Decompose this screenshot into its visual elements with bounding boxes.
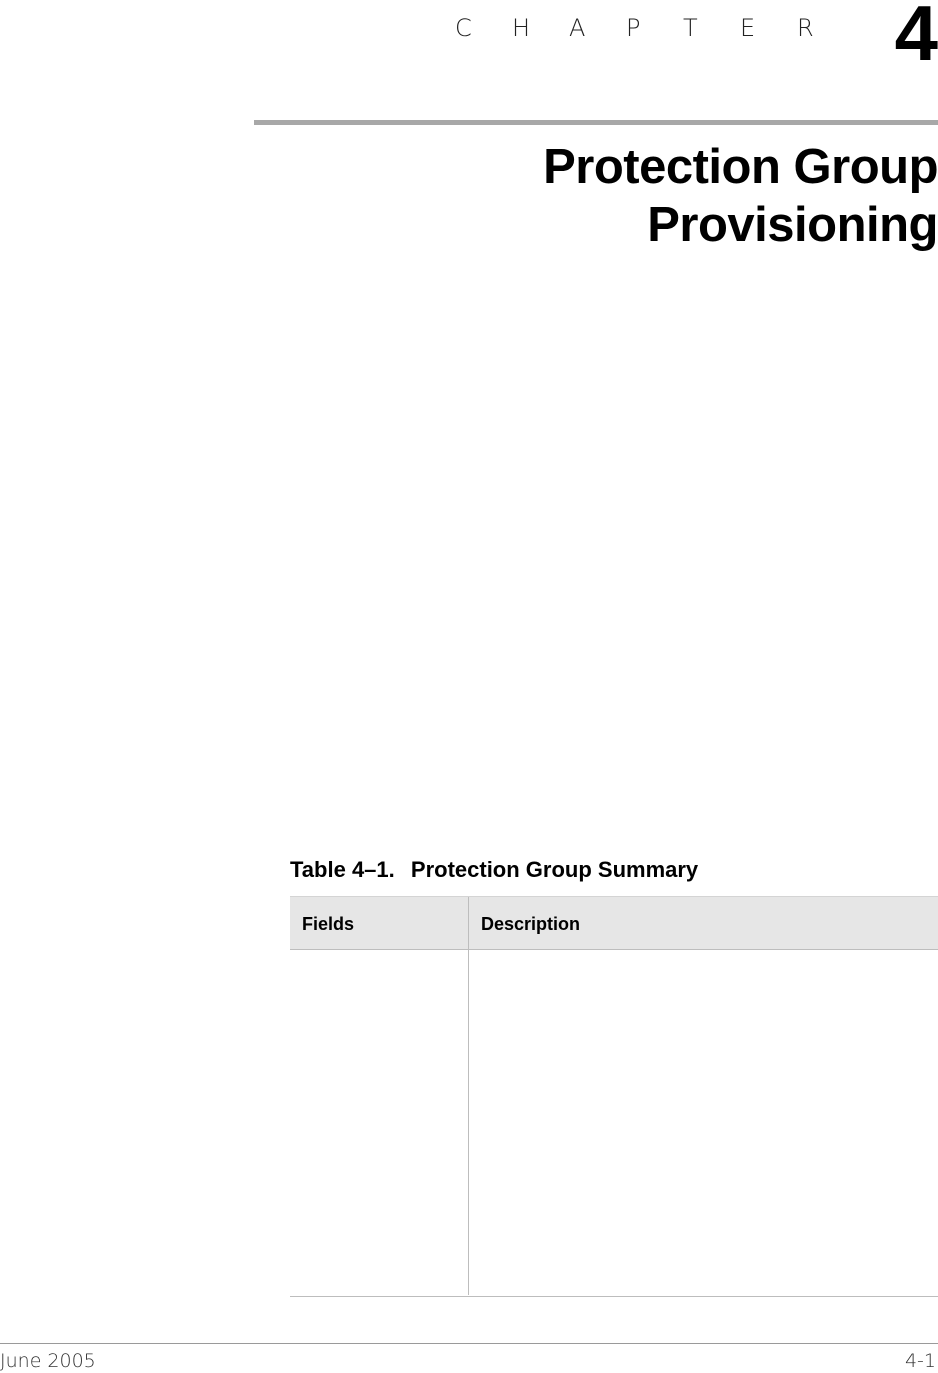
chapter-letter: A xyxy=(569,14,586,42)
table-caption-label: Table 4–1. xyxy=(290,857,395,882)
chapter-letter: E xyxy=(740,14,756,42)
chapter-title-line: Provisioning xyxy=(647,198,938,252)
table-caption xyxy=(290,855,698,885)
chapter-letter: T xyxy=(683,14,698,42)
chapter-title-line: Protection Group xyxy=(543,140,938,194)
table-header-fields: Fields xyxy=(290,897,469,949)
protection-group-summary-table xyxy=(290,896,938,1297)
table-row xyxy=(290,950,938,1295)
footer-date: June 2005 xyxy=(0,1350,96,1372)
table-caption-title: Protection Group Summary xyxy=(410,857,699,882)
footer-divider xyxy=(0,1343,938,1344)
chapter-number: 4 xyxy=(894,0,938,77)
chapter-letter: P xyxy=(626,14,641,42)
chapter-letter: R xyxy=(797,14,814,42)
footer-page-number: 4-1 xyxy=(904,1350,936,1372)
chapter-label xyxy=(455,10,854,46)
chapter-title xyxy=(254,138,938,254)
chapter-divider xyxy=(254,120,938,125)
table-header-description: Description xyxy=(481,914,581,934)
table-cell-description xyxy=(469,950,938,1295)
table-cell-fields xyxy=(290,950,469,1295)
table-header-row xyxy=(290,896,938,950)
chapter-letter: H xyxy=(512,14,531,42)
chapter-letter: C xyxy=(455,14,472,42)
